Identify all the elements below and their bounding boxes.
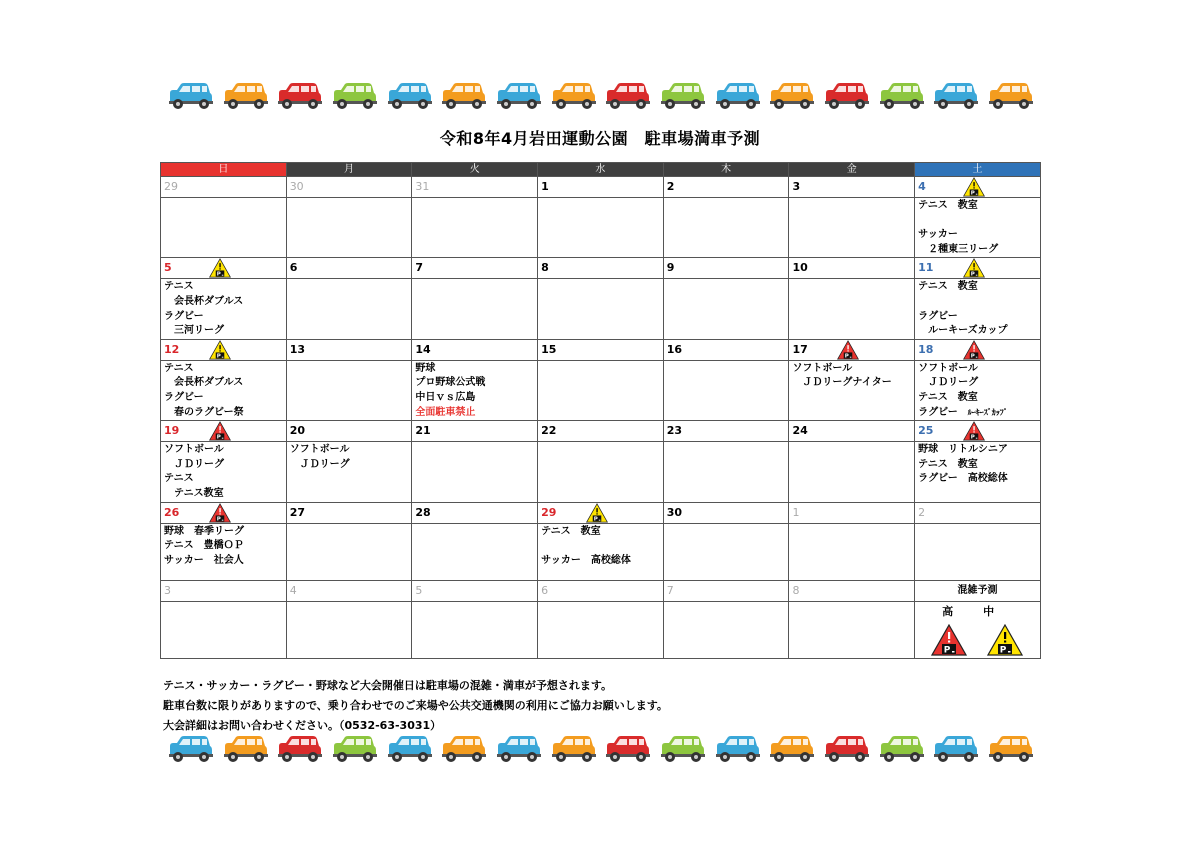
legend-medium-label: 中	[983, 604, 995, 618]
day-events-cell	[915, 279, 1041, 339]
day-events-cell	[286, 279, 412, 339]
day-number-cell	[538, 502, 664, 523]
day-number-cell	[789, 258, 915, 279]
car-icon	[822, 82, 870, 110]
day-events-cell	[538, 279, 664, 339]
day-number: 3	[792, 180, 801, 193]
day-number-cell	[915, 339, 1041, 360]
event-list	[915, 361, 1040, 420]
car-icon	[658, 82, 706, 110]
day-number-cell	[538, 339, 664, 360]
event-list	[161, 361, 286, 420]
day-number: 29	[541, 505, 557, 519]
event-line: テニス 教室	[918, 391, 978, 403]
event-line: テニス 教室	[918, 281, 978, 293]
weekday-wed: 水	[538, 163, 664, 177]
car-icon	[330, 735, 378, 763]
day-number-cell	[915, 502, 1041, 523]
svg-text:P: P	[999, 645, 1007, 655]
day-events-cell	[663, 601, 789, 658]
legend-high-label: 高	[942, 604, 954, 618]
event-list	[789, 361, 914, 391]
event-line: ソフトボール	[792, 362, 853, 374]
day-events-cell	[412, 601, 538, 658]
car-icon	[549, 735, 597, 763]
event-line	[918, 295, 1040, 310]
day-number: 2	[666, 180, 675, 193]
date-row	[161, 258, 1041, 279]
event-line: ソフトボール	[289, 444, 350, 456]
day-events-cell	[161, 279, 287, 339]
car-icon	[986, 82, 1034, 110]
day-number: 18	[918, 342, 934, 356]
event-list	[538, 361, 663, 362]
car-icon	[822, 735, 870, 763]
weekday-thu: 木	[663, 163, 789, 177]
svg-text:P: P	[845, 353, 850, 360]
car-icon	[166, 82, 214, 110]
day-number: 14	[415, 342, 431, 356]
event-line: サッカー 高校総体	[541, 554, 631, 566]
note-line: 大会詳細はお問い合わせください。（0532-63-3031）	[163, 719, 442, 732]
day-events-cell	[161, 442, 287, 502]
day-number: 12	[164, 342, 180, 356]
day-number: 1	[792, 505, 800, 519]
day-events-cell	[412, 198, 538, 258]
day-number-cell	[161, 580, 287, 601]
day-events-cell	[286, 601, 412, 658]
svg-text:P: P	[970, 190, 975, 197]
event-line: テニス 豊橋ＯＰ	[164, 540, 244, 552]
car-banner-bottom	[166, 735, 1034, 765]
day-number: 16	[666, 342, 683, 356]
event-list	[915, 279, 1040, 338]
event-line: ラグビー	[164, 391, 204, 403]
svg-text:P: P	[216, 434, 221, 441]
car-icon	[767, 735, 815, 763]
car-icon	[494, 82, 542, 110]
legend-cell	[915, 601, 1041, 658]
parking-ban-notice: 全面駐車禁止	[415, 406, 476, 418]
car-icon	[713, 82, 761, 110]
event-list	[664, 361, 789, 362]
congestion-high-icon	[931, 624, 967, 656]
day-events-cell	[538, 523, 664, 580]
event-list	[287, 279, 412, 280]
day-number-cell	[286, 502, 412, 523]
day-number: 26	[164, 505, 180, 519]
day-number: 11	[918, 261, 934, 275]
day-events-cell	[161, 601, 287, 658]
event-list	[915, 442, 1040, 487]
day-number: 21	[415, 424, 431, 438]
day-number-cell	[915, 177, 1041, 198]
day-number-cell	[286, 258, 412, 279]
car-icon	[221, 735, 269, 763]
day-events-cell	[161, 198, 287, 258]
car-icon	[931, 735, 979, 763]
day-number-cell	[286, 421, 412, 442]
event-line: ソフトボール	[164, 444, 224, 456]
event-list	[789, 279, 914, 280]
day-number-cell	[663, 339, 789, 360]
events-row	[161, 360, 1041, 420]
svg-text:P: P	[970, 272, 975, 279]
weekday-mon: 月	[286, 163, 412, 177]
day-number: 13	[289, 342, 305, 356]
event-list	[161, 602, 286, 603]
event-list	[161, 524, 286, 569]
weekday-sun: 日	[161, 163, 287, 177]
event-list	[412, 524, 537, 525]
event-line: 会長杯ダブルス	[164, 295, 244, 307]
event-prefix: ラグビー	[918, 406, 968, 418]
event-line	[918, 406, 1040, 421]
day-number-cell	[286, 580, 412, 601]
weekday-header-row	[161, 163, 1041, 177]
event-list	[664, 198, 789, 199]
day-number: 8	[541, 261, 549, 275]
day-number-cell	[789, 339, 915, 360]
event-line: 三河リーグ	[164, 325, 224, 337]
day-number: 28	[415, 505, 431, 519]
day-number: 5	[164, 261, 172, 275]
event-list	[412, 442, 537, 443]
day-number-cell	[663, 580, 789, 601]
legend-body	[915, 602, 1040, 658]
congestion-medium-icon	[987, 624, 1023, 656]
event-line: テニス	[164, 362, 194, 374]
congestion-high-icon	[837, 340, 859, 360]
day-events-cell	[286, 442, 412, 502]
day-events-cell	[412, 523, 538, 580]
day-events-cell	[789, 279, 915, 339]
car-icon	[166, 735, 214, 763]
event-line: サッカー 社会人	[164, 554, 244, 566]
event-line: ＪＤリーグ	[918, 377, 979, 389]
event-line: ラグビー	[164, 310, 204, 322]
congestion-high-icon	[209, 421, 231, 441]
day-events-cell	[412, 442, 538, 502]
event-line: ラグビー	[918, 310, 958, 322]
event-line: 会長杯ダブルス	[164, 377, 244, 389]
day-events-cell	[286, 198, 412, 258]
event-list	[664, 602, 789, 603]
car-icon	[330, 82, 378, 110]
day-number-cell	[663, 421, 789, 442]
day-number-cell	[663, 258, 789, 279]
day-events-cell	[161, 360, 287, 420]
car-banner-top	[166, 82, 1034, 112]
event-list	[412, 361, 537, 420]
car-icon	[494, 735, 542, 763]
event-small-text: ﾙｰｷｰｽﾞｶｯﾌﾟ	[967, 407, 1008, 417]
day-number-cell	[538, 580, 664, 601]
event-list	[161, 198, 286, 199]
day-number-cell	[161, 502, 287, 523]
day-number: 10	[792, 261, 808, 275]
event-list	[789, 602, 914, 603]
event-list	[664, 279, 789, 280]
day-events-cell	[538, 198, 664, 258]
day-events-cell	[915, 198, 1041, 258]
event-line: ソフトボール	[918, 362, 978, 374]
event-list	[664, 524, 789, 525]
note-line: テニス・サッカー・ラグビー・野球など大会開催日は駐車場の混雑・満車が予想されます。	[163, 679, 613, 692]
car-icon	[439, 735, 487, 763]
event-line: プロ野球公式戦	[415, 377, 486, 389]
day-number-cell	[161, 258, 287, 279]
event-list	[412, 602, 537, 603]
day-number-cell	[915, 421, 1041, 442]
day-number: 6	[289, 261, 298, 275]
event-list	[789, 198, 914, 199]
event-line: ＪＤリーグ	[164, 458, 224, 470]
event-line: ラグビー 高校総体	[918, 473, 1008, 485]
day-number: 7	[415, 261, 424, 275]
event-line: ＪＤリーグナイター	[792, 377, 892, 389]
day-events-cell	[915, 523, 1041, 580]
day-number: 17	[792, 342, 808, 356]
day-number: 6	[541, 583, 549, 597]
svg-text:P: P	[216, 516, 221, 523]
event-line: 野球 春季リーグ	[164, 525, 244, 537]
legend-title-cell	[915, 580, 1041, 601]
day-events-cell	[789, 198, 915, 258]
car-icon	[877, 82, 925, 110]
event-list	[287, 361, 412, 362]
date-row	[161, 339, 1041, 360]
page-title: 令和8年4月岩田運動公園 駐車場満車予測	[439, 129, 761, 148]
weekday-sat: 土	[915, 163, 1041, 177]
car-icon	[658, 735, 706, 763]
day-number-cell	[286, 339, 412, 360]
car-icon	[439, 82, 487, 110]
event-line: 野球	[415, 362, 436, 374]
event-list	[538, 198, 663, 199]
calendar	[160, 162, 1041, 659]
day-events-cell	[663, 523, 789, 580]
weekday-fri: 金	[789, 163, 915, 177]
day-number-cell	[412, 258, 538, 279]
car-icon	[931, 82, 979, 110]
date-row	[161, 177, 1041, 198]
event-list	[789, 524, 914, 525]
day-number: 29	[164, 180, 178, 193]
event-list	[161, 279, 286, 338]
day-events-cell	[663, 442, 789, 502]
event-line: ２種東三リーグ	[918, 243, 999, 255]
congestion-medium-icon	[209, 340, 231, 360]
events-row	[161, 279, 1041, 339]
congestion-high-icon	[209, 503, 231, 523]
day-number: 9	[666, 261, 675, 275]
day-events-cell	[789, 523, 915, 580]
events-row	[161, 198, 1041, 258]
event-line: テニス	[164, 281, 194, 293]
event-line: サッカー	[918, 229, 958, 241]
svg-text:P: P	[593, 516, 598, 523]
event-list	[538, 524, 663, 569]
day-number-cell	[789, 580, 915, 601]
day-number-cell	[789, 421, 915, 442]
event-list	[161, 442, 286, 501]
event-list	[287, 442, 412, 472]
event-line: 野球 リトルシニア	[918, 444, 1008, 456]
day-number: 2	[918, 505, 926, 519]
car-icon	[221, 82, 269, 110]
event-line: 春のラグビー祭	[164, 406, 244, 418]
day-number: 20	[289, 424, 305, 438]
svg-text:P: P	[943, 645, 951, 655]
event-list	[664, 442, 789, 443]
svg-text:P: P	[970, 353, 975, 360]
car-icon	[275, 735, 323, 763]
date-row	[161, 502, 1041, 523]
day-number-cell	[915, 258, 1041, 279]
car-icon	[603, 735, 651, 763]
event-line: テニス 教室	[918, 200, 978, 211]
day-events-cell	[663, 279, 789, 339]
day-events-cell	[789, 601, 915, 658]
day-number: 3	[164, 583, 171, 597]
day-number: 7	[666, 583, 674, 597]
day-number: 19	[164, 424, 180, 438]
event-line	[541, 539, 663, 554]
day-number-cell	[161, 177, 287, 198]
car-icon	[767, 82, 815, 110]
congestion-medium-icon	[963, 258, 985, 278]
day-number-cell	[789, 177, 915, 198]
event-line	[918, 214, 1040, 229]
day-number: 15	[541, 342, 557, 356]
day-events-cell	[663, 198, 789, 258]
day-events-cell	[538, 442, 664, 502]
day-events-cell	[286, 360, 412, 420]
car-icon	[603, 82, 651, 110]
event-line: ルーキーズカップ	[918, 325, 1008, 337]
day-number: 23	[666, 424, 683, 438]
event-line: ＪＤリーグ	[289, 458, 350, 470]
event-list	[538, 602, 663, 603]
day-events-cell	[789, 360, 915, 420]
day-events-cell	[161, 523, 287, 580]
day-events-cell	[286, 523, 412, 580]
day-number-cell	[412, 177, 538, 198]
date-row	[161, 580, 1041, 601]
day-number: 30	[289, 180, 304, 193]
day-number-cell	[286, 177, 412, 198]
weekday-tue: 火	[412, 163, 538, 177]
svg-text:P: P	[216, 353, 221, 360]
day-number: 25	[918, 424, 934, 438]
day-number: 1	[541, 180, 549, 193]
event-line: テニス教室	[164, 487, 224, 499]
event-line: テニス	[164, 473, 194, 485]
day-number-cell	[538, 177, 664, 198]
day-events-cell	[663, 360, 789, 420]
events-row	[161, 601, 1041, 658]
day-number: 8	[792, 583, 800, 597]
events-row	[161, 523, 1041, 580]
car-icon	[877, 735, 925, 763]
congestion-high-icon	[963, 340, 985, 360]
congestion-high-icon	[963, 421, 985, 441]
car-icon	[385, 735, 433, 763]
day-events-cell	[538, 360, 664, 420]
day-number: 24	[792, 424, 808, 438]
day-events-cell	[789, 442, 915, 502]
event-list	[412, 198, 537, 199]
day-events-cell	[412, 360, 538, 420]
day-number-cell	[663, 177, 789, 198]
day-events-cell	[412, 279, 538, 339]
day-number-cell	[538, 421, 664, 442]
event-list	[538, 442, 663, 443]
day-number-cell	[412, 502, 538, 523]
congestion-medium-icon	[209, 258, 231, 278]
notes	[163, 676, 668, 736]
car-icon	[385, 82, 433, 110]
day-number-cell	[412, 421, 538, 442]
day-number-cell	[538, 258, 664, 279]
event-list	[915, 524, 1040, 525]
day-number: 4	[918, 180, 926, 193]
car-icon	[275, 82, 323, 110]
car-icon	[986, 735, 1034, 763]
svg-text:P: P	[970, 434, 975, 441]
day-number-cell	[412, 580, 538, 601]
day-number: 30	[666, 505, 683, 519]
day-number: 31	[415, 180, 430, 193]
day-number-cell	[161, 421, 287, 442]
date-row	[161, 421, 1041, 442]
event-list	[287, 602, 412, 603]
car-icon	[549, 82, 597, 110]
car-icon	[713, 735, 761, 763]
day-events-cell	[915, 442, 1041, 502]
day-number: 5	[415, 583, 423, 597]
event-list	[287, 524, 412, 525]
events-row	[161, 442, 1041, 502]
day-number-cell	[161, 339, 287, 360]
day-number-cell	[412, 339, 538, 360]
legend-title: 混雑予測	[957, 584, 998, 596]
day-number-cell	[663, 502, 789, 523]
day-number: 27	[289, 505, 305, 519]
day-number: 4	[289, 583, 297, 597]
svg-text:P: P	[216, 272, 221, 279]
day-events-cell	[915, 360, 1041, 420]
event-list	[287, 198, 412, 199]
event-list	[412, 279, 537, 280]
event-line: テニス 教室	[918, 458, 978, 470]
note-line: 駐車台数に限りがありますので、乗り合わせでのご来場や公共交通機関の利用にご協力お願いします。	[163, 699, 668, 712]
congestion-medium-icon	[586, 503, 608, 523]
day-events-cell	[538, 601, 664, 658]
event-list	[789, 442, 914, 443]
day-number-cell	[789, 502, 915, 523]
event-list	[915, 198, 1040, 257]
event-list	[538, 279, 663, 280]
congestion-medium-icon	[963, 177, 985, 197]
event-line: 中日ｖｓ広島	[415, 391, 476, 403]
event-line: テニス 教室	[541, 525, 601, 537]
day-number: 22	[541, 424, 557, 438]
